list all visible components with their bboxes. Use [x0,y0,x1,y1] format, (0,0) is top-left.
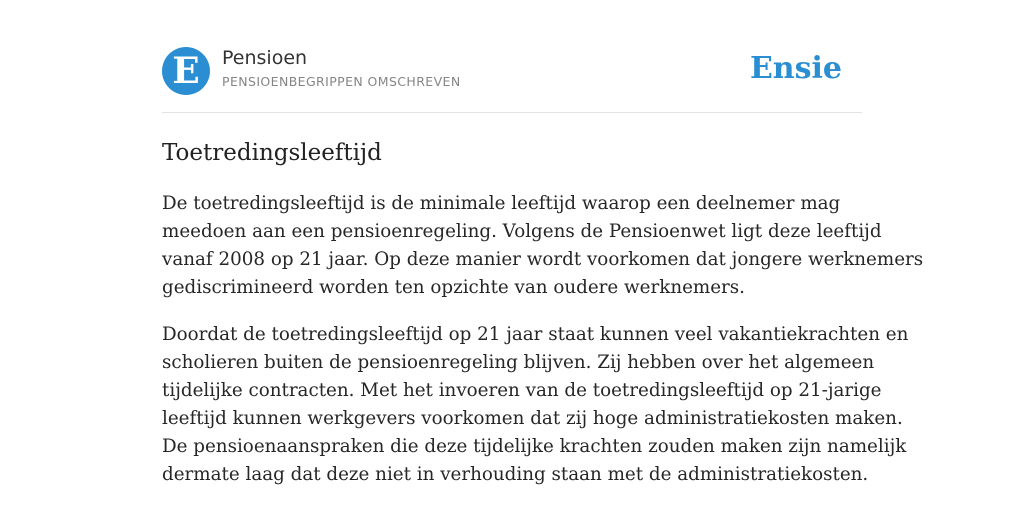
text-line: dermate laag dat deze niet in verhouding staan met de administratiekosten. [162,464,869,485]
category-subtitle: PENSIOENBEGRIPPEN OMSCHREVEN [222,74,461,89]
paragraph-2 [162,321,909,489]
text-line: Doordat de toetredingsleeftijd op 21 jaar staat kunnen veel vakantiekrachten en [162,324,909,345]
brand-logo[interactable]: Ensie [749,51,842,86]
text-line: meedoen aan een pensioenregeling. Volgens de Pensioenwet ligt deze leeftijd [162,221,882,242]
paragraph-1 [162,190,924,302]
article-title: Toetredingsleeftijd [162,140,382,166]
text-line: De pensioenaanspraken die deze tijdelijke krachten zouden maken zijn namelijk [162,436,907,457]
text-line: scholieren buiten de pensioenregeling blijven. Zij hebben over het algemeen [162,352,875,373]
text-line: leeftijd kunnen werkgevers voorkomen dat zij hoge administratiekosten maken. [162,408,903,429]
page [162,0,924,485]
category-logo-icon[interactable]: E [162,47,210,95]
text-line: tijdelijke contracten. Met het invoeren van de toetredingsleeftijd op 21-jarige [162,380,882,401]
text-line: vanaf 2008 op 21 jaar. Op deze manier wordt voorkomen dat jongere werknemers [162,249,924,270]
header [162,0,862,113]
text-line: gediscrimineerd worden ten opzichte van oudere werknemers. [162,277,745,298]
article-body [162,190,924,508]
category-title[interactable]: Pensioen [222,47,308,69]
text-line: De toetredingsleeftijd is de minimale leeftijd waarop een deelnemer mag [162,193,841,214]
